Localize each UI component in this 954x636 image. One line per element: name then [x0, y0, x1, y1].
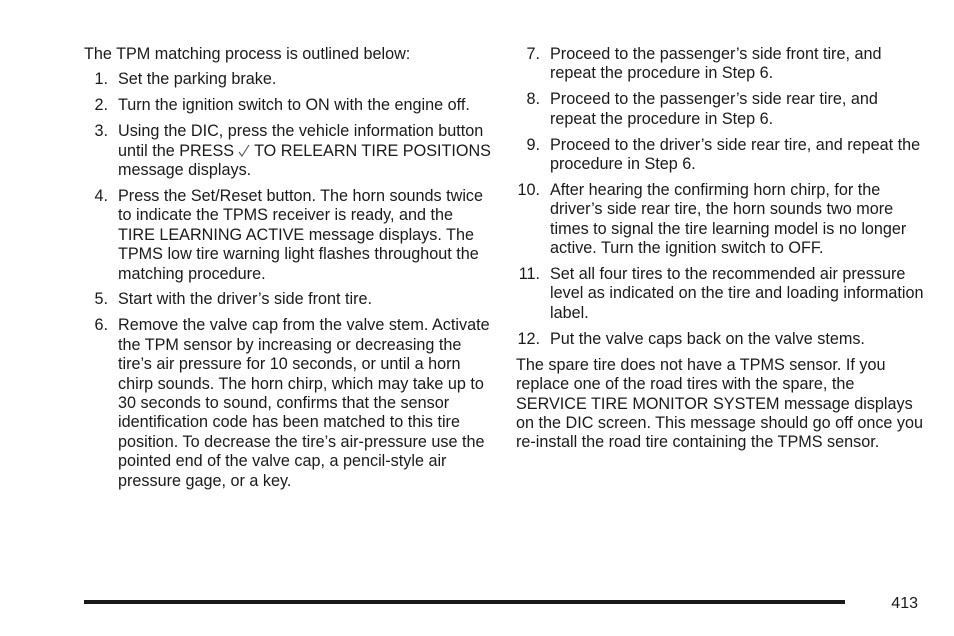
step-text: After hearing the confirming horn chirp, for the driver’s side rear tire, the horn sounds two more times to signal the tire learning model is no longer active. Turn the ignition switch to OFF.	[550, 180, 907, 258]
intro-paragraph: The TPM matching process is outlined below:	[84, 45, 411, 63]
step-text: Remove the valve cap from the valve stem. Activate the TPM sensor by increasing or decreasing the tire’s air pressure for 10 seconds, or until a horn chirp sounds. The horn chirp, which may take up to 30 seconds to sound, confirms that the sensor identification code has been matched to this tire position. To decrease the tire’s air-pressure use the pointed end of the valve cap, a pencil-style air pressure gage, or a key.	[118, 316, 490, 490]
step-text: Turn the ignition switch to ON with the engine off.	[118, 96, 470, 115]
checkmark-icon	[237, 144, 251, 158]
step-number: 6.	[94, 316, 108, 335]
step-number: 10.	[517, 180, 540, 199]
step-number: 12.	[517, 329, 540, 348]
page-number: 413	[891, 595, 918, 612]
step-text: Press the Set/Reset button. The horn sounds twice to indicate the TPMS receiver is ready, and the TIRE LEARNING ACTIVE message displays. The TPMS low tire warning light flashes throughout the matching procedure.	[118, 186, 484, 283]
step-number: 4.	[94, 186, 108, 205]
left-column	[84, 45, 494, 498]
step-2	[84, 96, 494, 115]
step-number: 3.	[94, 122, 108, 141]
steps-list-right	[516, 45, 926, 349]
step-text: Proceed to the passenger’s side rear tire, and repeat the procedure in Step 6.	[550, 90, 878, 128]
steps-list-left	[84, 70, 494, 491]
step-11	[516, 265, 926, 323]
right-column	[516, 45, 926, 453]
step-number: 7.	[526, 45, 540, 63]
step-8	[516, 90, 926, 129]
step-9	[516, 136, 926, 175]
step-4	[84, 187, 494, 284]
step-number: 8.	[526, 90, 540, 109]
step-number: 5.	[94, 290, 108, 309]
step-text-before-icon: Using the DIC, press the vehicle information button until the PRESS	[118, 122, 484, 160]
step-1	[84, 70, 494, 89]
step-3	[84, 122, 494, 180]
step-6	[84, 316, 494, 491]
step-10	[516, 181, 926, 259]
footer-rule	[84, 600, 845, 604]
spare-tire-note: The spare tire does not have a TPMS sensor. If you replace one of the road tires with the spare, the SERVICE TIRE MONITOR SYSTEM message displays on the DIC screen. This message should go off once you re-install the road tire containing the TPMS sensor.	[516, 355, 924, 452]
step-5	[84, 290, 494, 309]
step-text: Set the parking brake.	[118, 70, 277, 89]
step-7	[516, 45, 926, 84]
step-text: Start with the driver’s side front tire.	[118, 290, 373, 309]
step-number: 2.	[94, 96, 108, 115]
step-text: Proceed to the driver’s side rear tire, and repeat the procedure in Step 6.	[550, 135, 921, 174]
step-12	[516, 330, 926, 349]
step-number: 1.	[94, 70, 108, 89]
step-text: Put the valve caps back on the valve stems.	[550, 329, 865, 348]
step-number: 11.	[518, 265, 540, 284]
step-text-after-icon: TO RELEARN TIRE POSITIONS message displays.	[118, 141, 491, 180]
step-number: 9.	[526, 135, 540, 154]
step-text: Proceed to the passenger’s side front tire, and repeat the procedure in Step 6.	[550, 45, 882, 83]
step-text: Set all four tires to the recommended air pressure level as indicated on the tire and loading information label.	[550, 265, 924, 322]
